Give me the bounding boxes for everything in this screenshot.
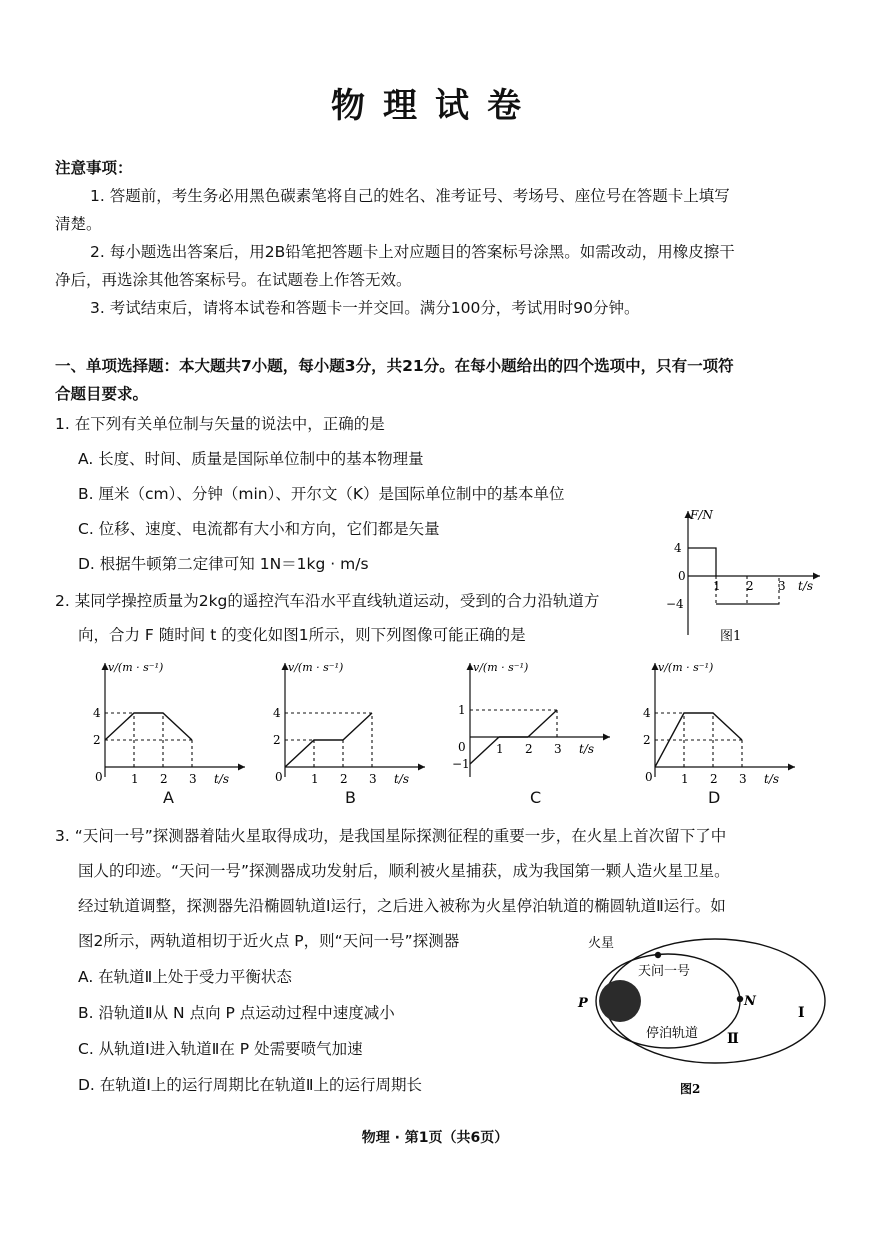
q2-stem-line1: 2. 某同学操控质量为2kg的遥控汽车沿水平直线轨道运动，受到的合力沿轨道方: [55, 592, 600, 610]
origin-label: 0: [275, 770, 283, 784]
point-p-label: P: [578, 996, 588, 1011]
velocity-curve: [105, 713, 192, 740]
q1-stem: 1. 在下列有关单位制与矢量的说法中，正确的是: [55, 415, 385, 433]
q3-stem-line3: 经过轨道调整，探测器先沿椭圆轨道Ⅰ运行，之后进入被称为火星停泊轨道的椭圆轨道Ⅱ运行。如: [78, 897, 726, 915]
figure-1-caption: 图1: [720, 629, 742, 644]
y-tick-1: 1: [458, 703, 466, 717]
x-tick-2: 2: [340, 772, 348, 786]
option-c-label: C: [530, 788, 542, 807]
y-tick-4: 4: [93, 706, 101, 720]
f-xtick-1: 1: [713, 579, 721, 593]
f-xtick-3: 3: [778, 579, 786, 593]
t-axis-label: t/s: [214, 772, 230, 786]
probe-dot: [655, 952, 661, 958]
velocity-segment-3: [528, 710, 557, 737]
origin-label: 0: [95, 770, 103, 784]
q3-option-d: D. 在轨道Ⅰ上的运行周期比在轨道Ⅱ上的运行周期长: [78, 1076, 422, 1094]
x-tick-1: 1: [496, 742, 504, 756]
y-tick-2: 2: [273, 733, 281, 747]
note-3: 3. 考试结束后，请将本试卷和答题卡一并交回。满分100分，考试用时90分钟。: [90, 299, 640, 317]
figure-1-force-time-graph: [660, 505, 830, 650]
t-axis-label: t/s: [394, 772, 410, 786]
y-tick-2: 2: [93, 733, 101, 747]
f-axis-label: F/N: [690, 508, 713, 522]
f-tick-4: 4: [674, 541, 682, 555]
y-tick-4: 4: [273, 706, 281, 720]
f-origin: 0: [678, 569, 686, 583]
section1-line2: 合题目要求。: [55, 385, 149, 403]
point-n-dot: [737, 996, 743, 1002]
velocity-segment-1: [470, 737, 499, 764]
q1-option-b: B. 厘米（cm）、分钟（min）、开尔文（K）是国际单位制中的基本单位: [78, 485, 565, 503]
mars-label: 火星: [588, 936, 615, 951]
q3-stem-line1: 3. “天问一号”探测器着陆火星取得成功，是我国星际探测征程的重要一步，在火星上首次留下了中: [55, 827, 727, 845]
force-segment-positive: [688, 548, 716, 576]
f-tick-neg4: −4: [666, 597, 684, 611]
x-tick-3: 3: [369, 772, 377, 786]
origin-label: 0: [645, 770, 653, 784]
page-title: 物理试卷: [331, 86, 539, 126]
y-tick-neg1: −1: [452, 757, 470, 771]
figure-2-caption: 图2: [680, 1082, 701, 1096]
q3-option-a: A. 在轨道Ⅱ上处于受力平衡状态: [78, 968, 292, 986]
v-axis-label: v/(m · s⁻¹): [658, 661, 714, 674]
note-2-line1: 2. 每小题选出答案后，用2B铅笔把答题卡上对应题目的答案标号涂黑。如需改动，用橡皮擦干: [90, 243, 735, 261]
note-1-line2: 清楚。: [55, 215, 102, 233]
x-tick-2: 2: [160, 772, 168, 786]
point-n-label: N: [744, 994, 756, 1009]
q1-option-a: A. 长度、时间、质量是国际单位制中的基本物理量: [78, 450, 424, 468]
q3-option-b: B. 沿轨道Ⅱ从 N 点向 P 点运动过程中速度减小: [78, 1004, 395, 1022]
x-tick-1: 1: [131, 772, 139, 786]
figure-2-orbit-diagram: [570, 925, 840, 1105]
f-axis-t-label: t/s: [798, 579, 814, 593]
q3-stem-line2: 国人的印迹。“天问一号”探测器成功发射后，顺利被火星捕获，成为我国第一颗人造火星卫星。: [78, 862, 730, 880]
note-2-line2: 净后，再选涂其他答案标号。在试题卷上作答无效。: [55, 271, 412, 289]
x-tick-2: 2: [710, 772, 718, 786]
page-footer: 物理 · 第1页（共6页）: [361, 1130, 509, 1146]
q2-stem-line2: 向，合力 F 随时间 t 的变化如图1所示，则下列图像可能正确的是: [78, 626, 526, 644]
orbit-2-label: Ⅱ: [727, 1031, 739, 1047]
x-tick-3: 3: [554, 742, 562, 756]
option-d-velocity-graph: [635, 655, 810, 810]
x-tick-1: 1: [681, 772, 689, 786]
section1-line1: 一、单项选择题：本大题共7小题，每小题3分，共21分。在每小题给出的四个选项中，只有一项符: [55, 357, 734, 375]
option-a-label: A: [163, 788, 174, 807]
parking-orbit-label: 停泊轨道: [646, 1026, 699, 1041]
q3-stem-line4: 图2所示，两轨道相切于近火点 P，则“天问一号”探测器: [78, 932, 460, 950]
note-1-line1: 1. 答题前，考生务必用黑色碳素笔将自己的姓名、准考证号、考场号、座位号在答题卡上填写: [90, 187, 730, 205]
option-b-label: B: [345, 788, 356, 807]
y-tick-2: 2: [643, 733, 651, 747]
x-tick-3: 3: [189, 772, 197, 786]
option-a-velocity-graph: [85, 655, 260, 810]
y-tick-4: 4: [643, 706, 651, 720]
v-axis-label: v/(m · s⁻¹): [108, 661, 164, 674]
origin-label: 0: [458, 740, 466, 754]
v-axis-label: v/(m · s⁻¹): [473, 661, 529, 674]
option-d-label: D: [708, 788, 721, 807]
x-tick-3: 3: [739, 772, 747, 786]
f-xtick-2: 2: [746, 579, 754, 593]
option-b-velocity-graph: [265, 655, 440, 810]
v-axis-label: v/(m · s⁻¹): [288, 661, 344, 674]
t-axis-label: t/s: [764, 772, 780, 786]
option-c-velocity-graph: [450, 655, 625, 810]
x-tick-2: 2: [525, 742, 533, 756]
mars-planet: [599, 980, 641, 1022]
probe-label: 天问一号: [638, 964, 691, 979]
q1-option-d: D. 根据牛顿第二定律可知 1N＝1kg · m/s: [78, 555, 369, 573]
t-axis-label: t/s: [579, 742, 595, 756]
orbit-1-label: Ⅰ: [798, 1005, 805, 1021]
notes-heading: 注意事项：: [55, 159, 133, 177]
x-tick-1: 1: [311, 772, 319, 786]
q1-option-c: C. 位移、速度、电流都有大小和方向，它们都是矢量: [78, 520, 440, 538]
q3-option-c: C. 从轨道Ⅰ进入轨道Ⅱ在 P 处需要喷气加速: [78, 1040, 363, 1058]
